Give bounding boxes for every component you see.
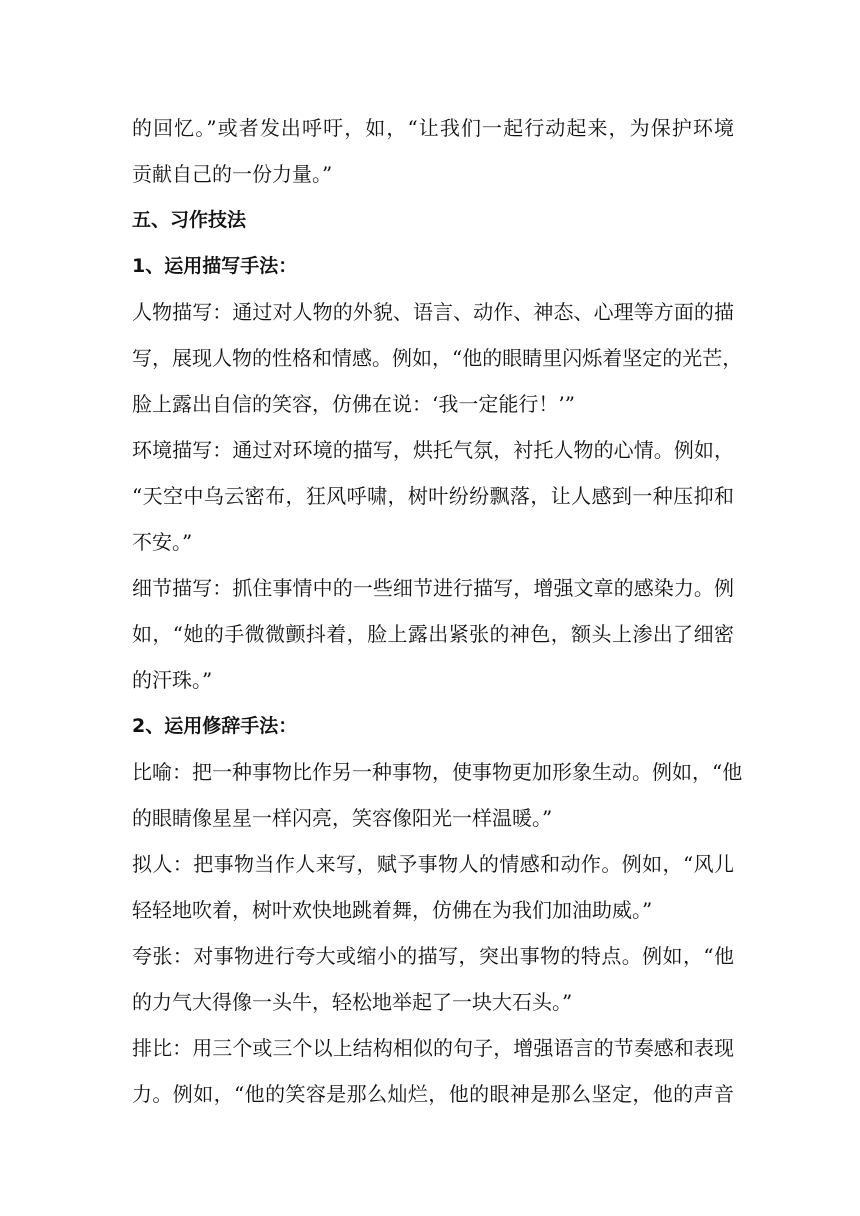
document-body (132, 105, 743, 1117)
subsection-heading: 1、运用描写手法： (132, 255, 298, 277)
paragraph-line: 贡献自己的一份力量。” (132, 162, 333, 186)
paragraph-line: 排比：用三个或三个以上结构相似的句子，增强语言的节奏感和表现 (132, 1036, 734, 1060)
paragraph-line: 脸上露出自信的笑容，仿佛在说：‘我一定能行！’” (132, 392, 575, 416)
paragraph-line: 比喻：把一种事物比作另一种事物，使事物更加形象生动。例如，“他 (132, 760, 743, 784)
paragraph-line: 夸张：对事物进行夸大或缩小的描写，突出事物的特点。例如，“他 (132, 944, 734, 968)
paragraph-line: 如，“她的手微微颤抖着，脸上露出紧张的神色，额头上渗出了细密 (132, 622, 734, 646)
paragraph-line: 不安。” (132, 530, 193, 554)
paragraph-line: 写，展现人物的性格和情感。例如，“他的眼睛里闪烁着坚定的光芒， (132, 346, 743, 370)
section-heading: 五、习作技法 (132, 209, 247, 231)
paragraph-line: 人物描写：通过对人物的外貌、语言、动作、神态、心理等方面的描 (132, 300, 734, 324)
subsection-heading: 2、运用修辞手法： (132, 715, 298, 737)
paragraph-line: 的汗珠。” (132, 668, 213, 692)
paragraph-line: 拟人：把事物当作人来写，赋予事物人的情感和动作。例如，“风儿 (132, 852, 734, 876)
paragraph-line: 的眼睛像星星一样闪亮，笑容像阳光一样温暖。” (132, 806, 553, 830)
paragraph-line: 细节描写：抓住事情中的一些细节进行描写，增强文章的感染力。例 (132, 576, 734, 600)
paragraph-line: 力。例如，“他的笑容是那么灿烂，他的眼神是那么坚定，他的声音 (132, 1082, 734, 1106)
paragraph-line: 的回忆。”或者发出呼吁，如，“让我们一起行动起来，为保护环境 (132, 116, 734, 140)
paragraph-line: 的力气大得像一头牛，轻松地举起了一块大石头。” (132, 990, 573, 1014)
paragraph-line: “天空中乌云密布，狂风呼啸，树叶纷纷飘落，让人感到一种压抑和 (132, 484, 734, 508)
paragraph-line: 轻轻地吹着，树叶欢快地跳着舞，仿佛在为我们加油助威。” (132, 898, 653, 922)
paragraph-line: 环境描写：通过对环境的描写，烘托气氛，衬托人物的心情。例如， (132, 438, 734, 462)
